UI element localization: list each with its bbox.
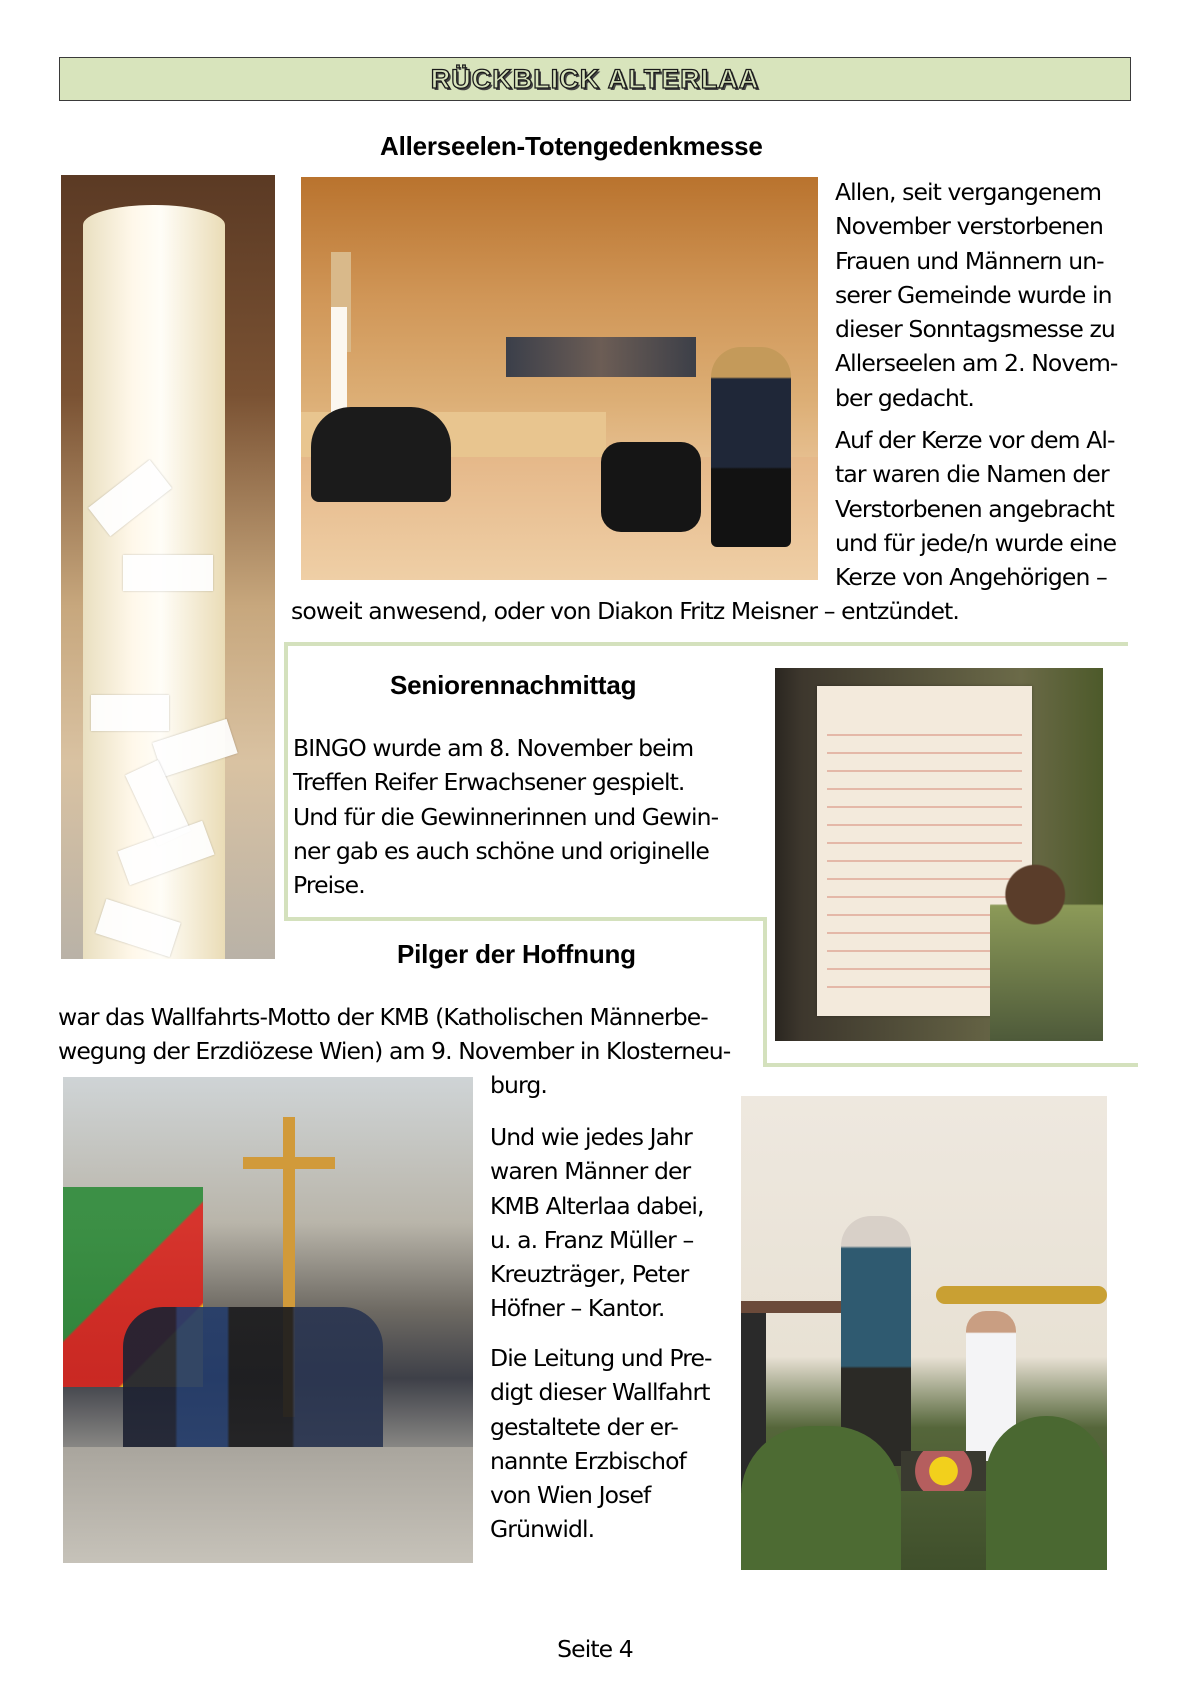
text-line: Höfner – Kantor. — [490, 1294, 665, 1323]
text-line: von Wien Josef — [490, 1481, 651, 1510]
draped-stand-right — [601, 442, 701, 532]
text-line: waren Männer der — [490, 1157, 691, 1186]
frame-line-top — [285, 642, 1128, 646]
frame-line-mid — [284, 917, 767, 921]
heading-pilger: Pilger der Hoffnung — [397, 939, 636, 969]
candle-name-tag — [91, 695, 169, 731]
candle-name-tag — [123, 555, 213, 591]
text-line: KMB Alterlaa dabei, — [490, 1191, 704, 1220]
pilger-intro — [58, 1000, 730, 1069]
draped-stand-left — [311, 407, 451, 502]
photo-pilgrimage-procession — [63, 1077, 473, 1563]
text-line: Frauen und Männern un- — [835, 246, 1104, 275]
pilger-intro-tail: burg. — [490, 1071, 547, 1099]
allerseelen-paragraph-2 — [835, 423, 1116, 594]
text-line: BINGO wurde am 8. November beim — [293, 734, 694, 762]
text-line: wegung der Erzdiözese Wien) am 9. November in Klosterneu- — [58, 1037, 731, 1066]
heading-allerseelen: Allerseelen-Totengedenkmesse — [380, 131, 763, 161]
text-line: ber gedacht. — [835, 383, 974, 412]
woman-at-board — [990, 858, 1103, 1041]
frame-line-vertical — [763, 917, 767, 1067]
frame-line-left — [284, 642, 288, 921]
pilger-paragraph-2 — [490, 1120, 704, 1326]
text-line: Verstorbenen angebracht — [835, 494, 1114, 523]
page-number: Seite 4 — [557, 1635, 633, 1663]
congregation — [506, 337, 696, 377]
text-line: November verstorbenen — [835, 212, 1103, 241]
senioren-paragraph — [293, 731, 718, 902]
flower-box — [901, 1451, 986, 1491]
text-line: u. a. Franz Müller – — [490, 1225, 694, 1254]
pilger-paragraph-3 — [490, 1341, 712, 1547]
shrub-left — [741, 1426, 901, 1570]
section-banner — [59, 57, 1131, 101]
text-line: ner gab es auch schöne und originelle — [293, 836, 709, 865]
processional-cross-arm — [243, 1157, 335, 1169]
text-line: Allerseelen am 2. Novem- — [835, 349, 1118, 378]
text-line: Die Leitung und Pre- — [490, 1344, 712, 1372]
text-line: Und für die Gewinnerinnen und Gewin- — [293, 802, 719, 831]
altar-candle — [331, 307, 347, 417]
text-line: war das Wallfahrts-Motto der KMB (Katholischen Männerbe- — [58, 1003, 708, 1031]
text-line: Grünwidl. — [490, 1515, 595, 1544]
banner-title: RÜCKBLICK ALTERLAA — [430, 63, 760, 94]
frame-line-bottom — [763, 1063, 1138, 1067]
text-line: Kreuzträger, Peter — [490, 1260, 689, 1289]
text-line: Allen, seit vergangenem — [835, 178, 1102, 206]
photo-church-altar — [301, 177, 818, 580]
text-line: Treffen Reifer Erwachsener gespielt. — [293, 768, 685, 797]
golden-carriage — [936, 1286, 1107, 1304]
text-line: Und wie jedes Jahr — [490, 1123, 692, 1151]
photo-memorial-candle — [61, 175, 275, 959]
text-line: dieser Sonntagsmesse zu — [835, 315, 1115, 344]
shrub-right — [986, 1416, 1107, 1570]
text-line: tar waren die Namen der — [835, 460, 1109, 489]
photo-bingo-board — [775, 668, 1103, 1041]
cobblestone-ground — [63, 1447, 473, 1563]
woman-lighting-candle — [711, 347, 791, 547]
allerseelen-paragraph-2-tail: soweit anwesend, oder von Diakon Fritz Meisner – entzündet. — [291, 597, 959, 625]
text-line: nannte Erzbischof — [490, 1446, 686, 1475]
text-line: und für jede/n wurde eine — [835, 528, 1117, 557]
photo-speaker-at-lectern — [741, 1096, 1107, 1570]
text-line: Kerze von Angehörigen – — [835, 563, 1107, 592]
text-line: digt dieser Wallfahrt — [490, 1378, 710, 1407]
text-line: serer Gemeinde wurde in — [835, 280, 1112, 309]
text-line: Auf der Kerze vor dem Al- — [835, 426, 1115, 454]
heading-senioren: Seniorennachmittag — [390, 670, 637, 700]
text-line: gestaltete der er- — [490, 1412, 678, 1441]
allerseelen-paragraph-1 — [835, 175, 1118, 415]
text-line: Preise. — [293, 871, 365, 900]
